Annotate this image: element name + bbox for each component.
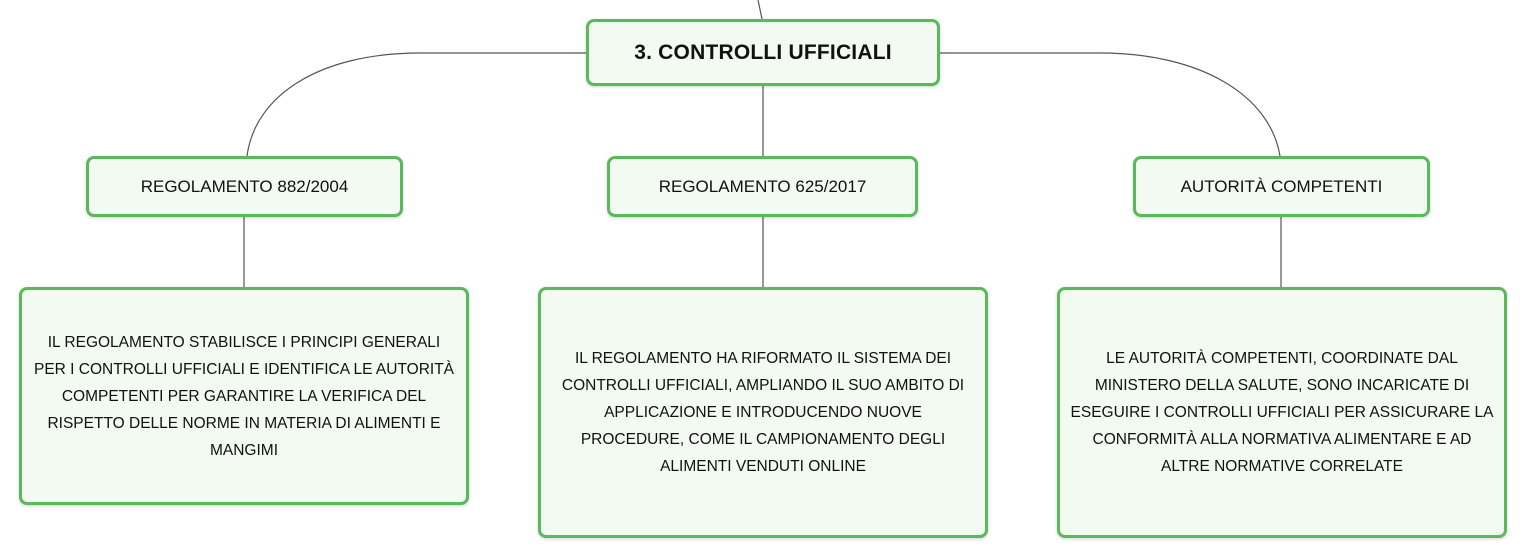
topic-autorita-competenti[interactable] (1133, 156, 1430, 217)
topic-regolamento-625-2017[interactable] (607, 156, 918, 217)
connector-root-autorita (940, 53, 1280, 156)
connector-root-882 (247, 53, 586, 156)
topic-label: REGOLAMENTO 882/2004 (140, 176, 349, 196)
root-topic-label: 3. CONTROLLI UFFICIALI (634, 40, 892, 64)
detail-autorita-competenti[interactable] (1057, 287, 1507, 538)
detail-text: IL REGOLAMENTO HA RIFORMATO IL SISTEMA DEI CONTROLLI UFFICIALI, AMPLIANDO IL SUO AMBITO DI APPLICAZIONE E INTRODUCENDO NUOVE PROCEDURE, COME IL CAMPIONAMENTO DEGLI ALIMENTI VENDUTI ONLINE (561, 350, 965, 475)
detail-text: IL REGOLAMENTO STABILISCE I PRINCIPI GENERALI PER I CONTROLLI UFFICIALI E IDENTIFICA LE AUTORITÀ COMPETENTI PER GARANTIRE LA VERIFICA DEL RISPETTO DELLE NORME IN MATERIA DI ALIMENTI E MANGIMI (33, 333, 454, 459)
root-topic[interactable] (586, 19, 940, 86)
detail-text: LE AUTORITÀ COMPETENTI, COORDINATE DAL MINISTERO DELLA SALUTE, SONO INCARICATE DI ESEGUIRE I CONTROLLI UFFICIALI PER ASSICURARE LA CONFORMITÀ ALLA NORMATIVA ALIMENTARE E AD ALTRE NORMATIVE CORRELATE (1070, 350, 1494, 475)
detail-regolamento-625-2017[interactable] (538, 287, 988, 538)
topic-label: AUTORITÀ COMPETENTI (1180, 176, 1383, 196)
topic-label: REGOLAMENTO 625/2017 (658, 176, 867, 196)
detail-regolamento-882-2004[interactable] (19, 287, 469, 505)
parent-connector (758, 0, 762, 19)
topic-regolamento-882-2004[interactable] (86, 156, 403, 217)
